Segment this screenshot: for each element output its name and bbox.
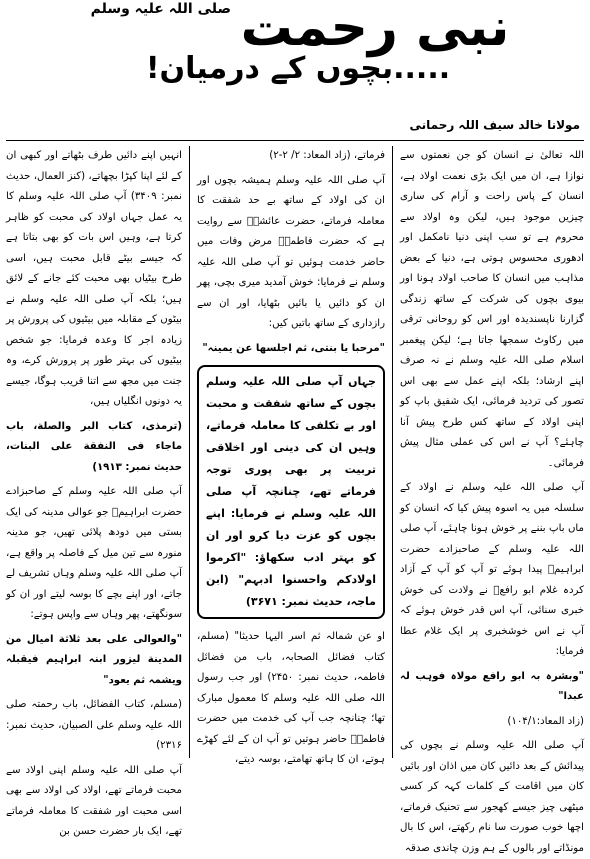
headline-title: نبی رحمت (240, 0, 510, 58)
paragraph: آپ صلی اللہ علیہ وسلم کے صاحبزادے حضرت ابراہیمؓ جو عوالی مدینہ کی ایک بستی میں دودھ پلائی تھیں، جو مدینہ منورہ سے تین میل کے فاصلہ پر واقع ہے، آپ صلی اللہ علیہ وسلم وہاں تشریف لے جاتے، اور اپنے بچے کا بوسہ لیتے اور ان کو سونگھتے، پھر وہاں سے واپس ہوتے: (6, 486, 182, 620)
citation: (زاد المعاد:۱۰۴/۱) (507, 715, 584, 727)
arabic-quote: "وبشرہ بہ ابو رافع مولاہ فوہب لہ عبدا" (400, 670, 584, 702)
paragraph: آپ صلی اللہ علیہ وسلم ہمیشہ بچوں اور ان کی اولاد کے ساتھ بے حد شفقت کا معاملہ فرماتے، حضرت عائشہؓ سے روایت ہے کہ حضرت فاطمہؓ مرض وفات میں حاضر خدمت ہوئیں تو آپ صلی اللہ علیہ وسلم نے فرمایا: خوش آمدید میری بچی، پھر ان کو دائیں یا بائیں بٹھایا، اور ان سے رازداری کے ساتھ باتیں کیں: (197, 174, 385, 329)
text-column-3 (6, 146, 182, 837)
box-citation: (ابن ماجہ، حدیث نمبر: ۳۶۷۱) (206, 573, 376, 608)
paragraph: او عن شمالہ ثم اسر الیہا حدیثا" (مسلم، کتاب فضائل الصحابہ، باب من فضائل فاطمہ، حدیث نمبر: ۲۴۵۰) اور جب رسول اللہ صلی اللہ علیہ وسلم کا معمول مبارک تھا؛ چنانچہ جب آپ کی خدمت میں حضرت فاطمہؓ حاضر ہوتیں تو آپ ان کے لئے کھڑے ہوتے، ان کا ہاتھ تھامتے، بوسہ دیتے، (197, 631, 386, 765)
column-divider (189, 146, 190, 758)
paragraph: آپ صلی اللہ علیہ وسلم اپنی اولاد سے محبت فرماتے تھے، اولاد کی اولاد سے بھی اسی محبت اور شفقت کا معاملہ فرماتے تھے، ایک بار حضرت حسن بن (6, 764, 182, 837)
citation: (مسلم، کتاب الفضائل، باب رحمتہ صلی اللہ علیہ وسلم علی الصبیان، حدیث نمبر: ۲۳۱۶) (6, 699, 182, 751)
citation: فرماتے، (زاد المعاد: ۲/ ۲-۲) (269, 150, 385, 161)
highlight-quote-box (197, 365, 385, 619)
paragraph: اللہ تعالیٰ نے انسان کو جن نعمتوں سے نوازا ہے، ان میں ایک بڑی نعمت اولاد ہے، انسان کے پاس راحت و آرام کی ساری چیزیں موجود ہیں، لیکن وہ اولاد سے محروم ہے تو سب اپنی دنیا نامکمل اور ادھوری محسوس ہوتی ہے، دنیا کے بعض مذاہب میں انسان کا صاحب اولاد ہونا اور بیوی بچوں کی شرکت کے ساتھ زندگی گزارنا ناپسندیدہ اور اس کو روحانی ترقی میں رکاوٹ سمجھا جاتا ہے؛ لیکن پیغمبر اسلام صلی اللہ علیہ وسلم نے نہ صرف اپنے ارشاد؛ بلکہ اپنے عمل سے بھی اس تصور کی تردید فرمائی، ایک شفیق باپ کو اپنی اولاد کے ساتھ کس طرح پیش آنا چاہئے؟ آپ نے اس کی عملی مثال پیش فرمائی۔ (400, 150, 584, 469)
paragraph: انہیں اپنے دائیں طرف بٹھاتے اور کبھی ان کے لئے اپنا کپڑا بچھاتے، (کنز العمال، حدیث نمبر: ۳۴۰۹) آپ صلی اللہ علیہ وسلم کا یہ عمل جہاں اولاد کی محبت کو ظاہر کرتا ہے، وہیں اس بات کو بھی بتاتا ہے کہ جیسے بیٹے قابل محبت ہیں، اسی طرح بیٹیاں بھی محبت کئے جانے کے لائق ہیں؛ بلکہ آپ صلی اللہ علیہ وسلم نے بیٹوں کے مقابلہ میں بیٹیوں کی پرورش پر زیادہ اجر کا وعدہ فرمایا: جو شخص بیٹیوں کی بہتر طور پر پرورش کرے، وہ جنت میں مجھ سے اتنا قریب ہوگا، جیسے یہ دونوں انگلیاں ہیں، (6, 150, 182, 407)
paragraph: آپ صلی اللہ علیہ وسلم نے اولاد کے سلسلہ میں یہ اسوہ پیش کیا کہ انسان کو ماں باپ بننے پر خوش ہونا چاہئے، آپ صلی اللہ علیہ وسلم کے صاحبزادے حضرت ابراہیمؓ پیدا ہوئے تو آپ کو آپ کے آزاد کردہ غلام ابو رافعؓ نے ولادت کی خوش خبری سنائی، آپ اس قدر خوش ہوئے کہ آپ نے اس خوشخبری پر ایک غلام عطا فرمایا: (400, 482, 584, 657)
paragraph: آپ صلی اللہ علیہ وسلم نے بچوں کی پیدائش کے بعد دائیں کان میں اذان اور بائیں کان میں اقامت کے کلمات کہہ کر کسی میٹھی چیز جیسے کھجور سے تحنیک فرماتے، اچھا خوب صورت سا نام رکھتے، اس کا بال مونڈاتے اور بالوں کے ہم وزن چاندی صدقہ (400, 740, 584, 854)
arabic-quote: "والعوالی علی بعد ثلاثة امیال من المدینة لیزور ابنہ ابراہیم فیقبلہ ویشمہ ثم یعود" (6, 633, 182, 686)
text-column-2 (197, 146, 386, 765)
article-headline (28, 2, 568, 100)
honorific-calligraphy: صلی اللہ علیہ وسلم (90, 1, 231, 17)
headline-subtitle: .....بچوں کے درمیان! (145, 51, 451, 86)
text-column-1 (400, 146, 584, 854)
author-name: مولانا خالد سیف اللہ رحمانی (409, 118, 580, 132)
box-text: جہاں آپ صلی اللہ علیہ وسلم بچوں کے ساتھ شفقت و محبت اور بے تکلفی کا معاملہ فرماتے، وہیں ان کی دینی اور اخلاقی تربیت پر بھی پوری توجہ فرماتے تھے، چنانچہ آپ صلی اللہ علیہ وسلم نے فرمایا: اپنے بچوں کو عزت دیا کرو اور ان کو بہتر ادب سکھاؤ: "اکرموا اولادکم واحسنوا ادبہم" (206, 375, 376, 586)
header-divider (6, 140, 584, 141)
citation: (ترمذی، کتاب البر والصلة، باب ماجاء فی النفقة علی البنات، حدیث نمبر: ۱۹۱۳) (6, 420, 182, 473)
column-divider (392, 146, 393, 758)
arabic-quote: "مرحبا یا بنتی، ثم اجلسها عن یمینہ" (202, 342, 385, 354)
